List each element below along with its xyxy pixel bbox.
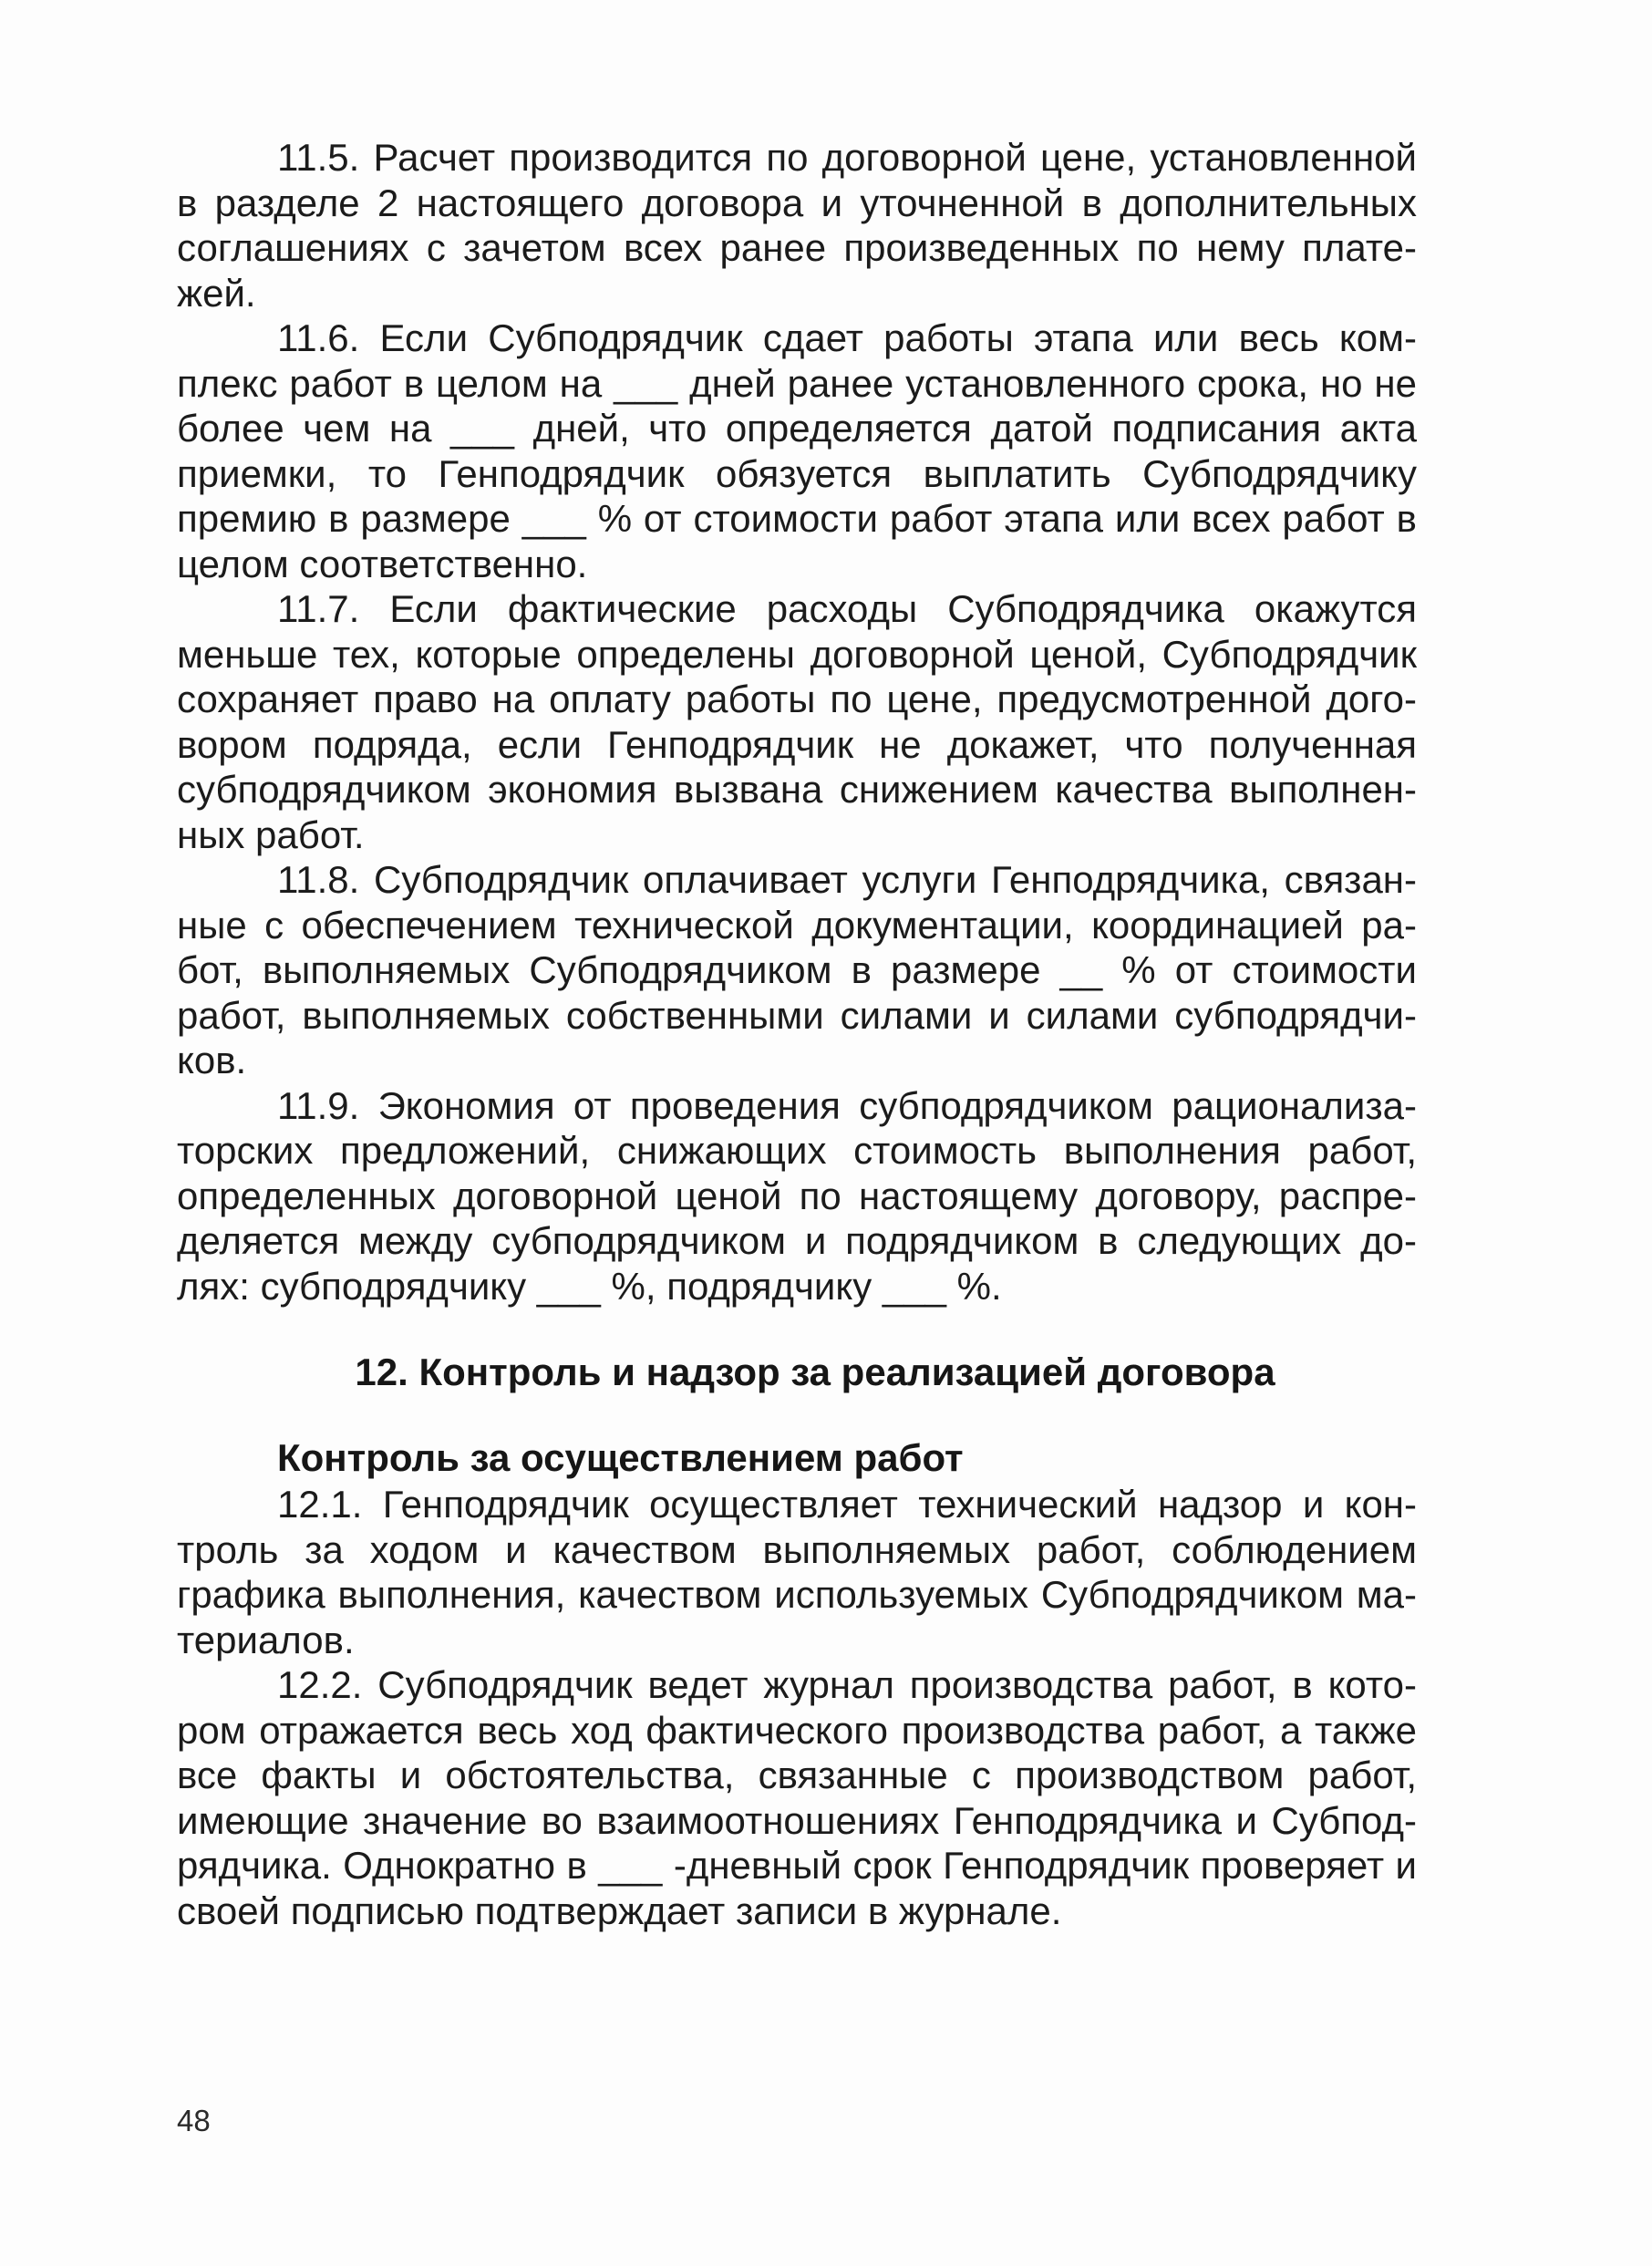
paragraph-11-6: 11.6. Если Субподрядчик сдает работы этапа или весь комплекс работ в целом на ___ дней ранее установленного срока, но не более чем на ___ дней, что определяется датой подписания акта приемки, то Генподрядчик обязуется выплатить Субподрядчику премию в размере ___ % от стоимости работ этапа или всех работ в целом соответственно.: [177, 316, 1417, 585]
paragraph-11-5: 11.5. Расчет производится по договорной цене, установленной в разделе 2 настоящего договора и уточненной в дополнительных соглашениях с зачетом всех ранее произведенных по нему платежей.: [177, 136, 1417, 315]
paragraph-11-9: 11.9. Экономия от проведения субподрядчиком рационализаторских предложений, снижающих стоимость выполнения работ, определенных договорной ценой по настоящему договору, распределяется между субподрядчиком и подрядчиком в следующих долях: субподрядчику ___ %, подрядчику ___ %.: [177, 1083, 1417, 1308]
subheading: Контроль за осуществлением работ: [277, 1436, 964, 1479]
paragraph-11-7: 11.7. Если фактические расходы Субподрядчика окажутся меньше тех, которые определены договорной ценой, Субподрядчик сохраняет право на оплату работы по цене, предусмотренной договором подряда, если Генподрядчик не докажет, что полученная субподрядчиком экономия вызвана снижением качества выполненных работ.: [177, 587, 1417, 856]
paragraph-11-8: 11.8. Субподрядчик оплачивает услуги Генподрядчика, связанные с обеспечением технической документации, координацией работ, выполняемых Субподрядчиком в размере __ % от стоимости работ, выполняемых собственными силами и силами субподрядчиков.: [177, 858, 1417, 1081]
section-heading: 12. Контроль и надзор за реализацией договора: [355, 1350, 1275, 1393]
page-number: 48: [177, 2104, 211, 2137]
paragraph-12-2: 12.2. Субподрядчик ведет журнал производства работ, в котором отражается весь ход фактического производства работ, а также все факты и обстоятельства, связанные с производством работ, имеющие значение во взаимоотношениях Генподрядчика и Субподрядчика. Однократно в ___ -дневный срок Генподрядчик проверяет и своей подписью подтверждает записи в журнале.: [177, 1663, 1417, 1932]
paragraph-12-1: 12.1. Генподрядчик осуществляет технический надзор и контроль за ходом и качеством выполняемых работ, соблюдением графика выполнения, качеством используемых Субподрядчиком материалов.: [177, 1483, 1417, 1661]
page-body: [177, 135, 1417, 1933]
